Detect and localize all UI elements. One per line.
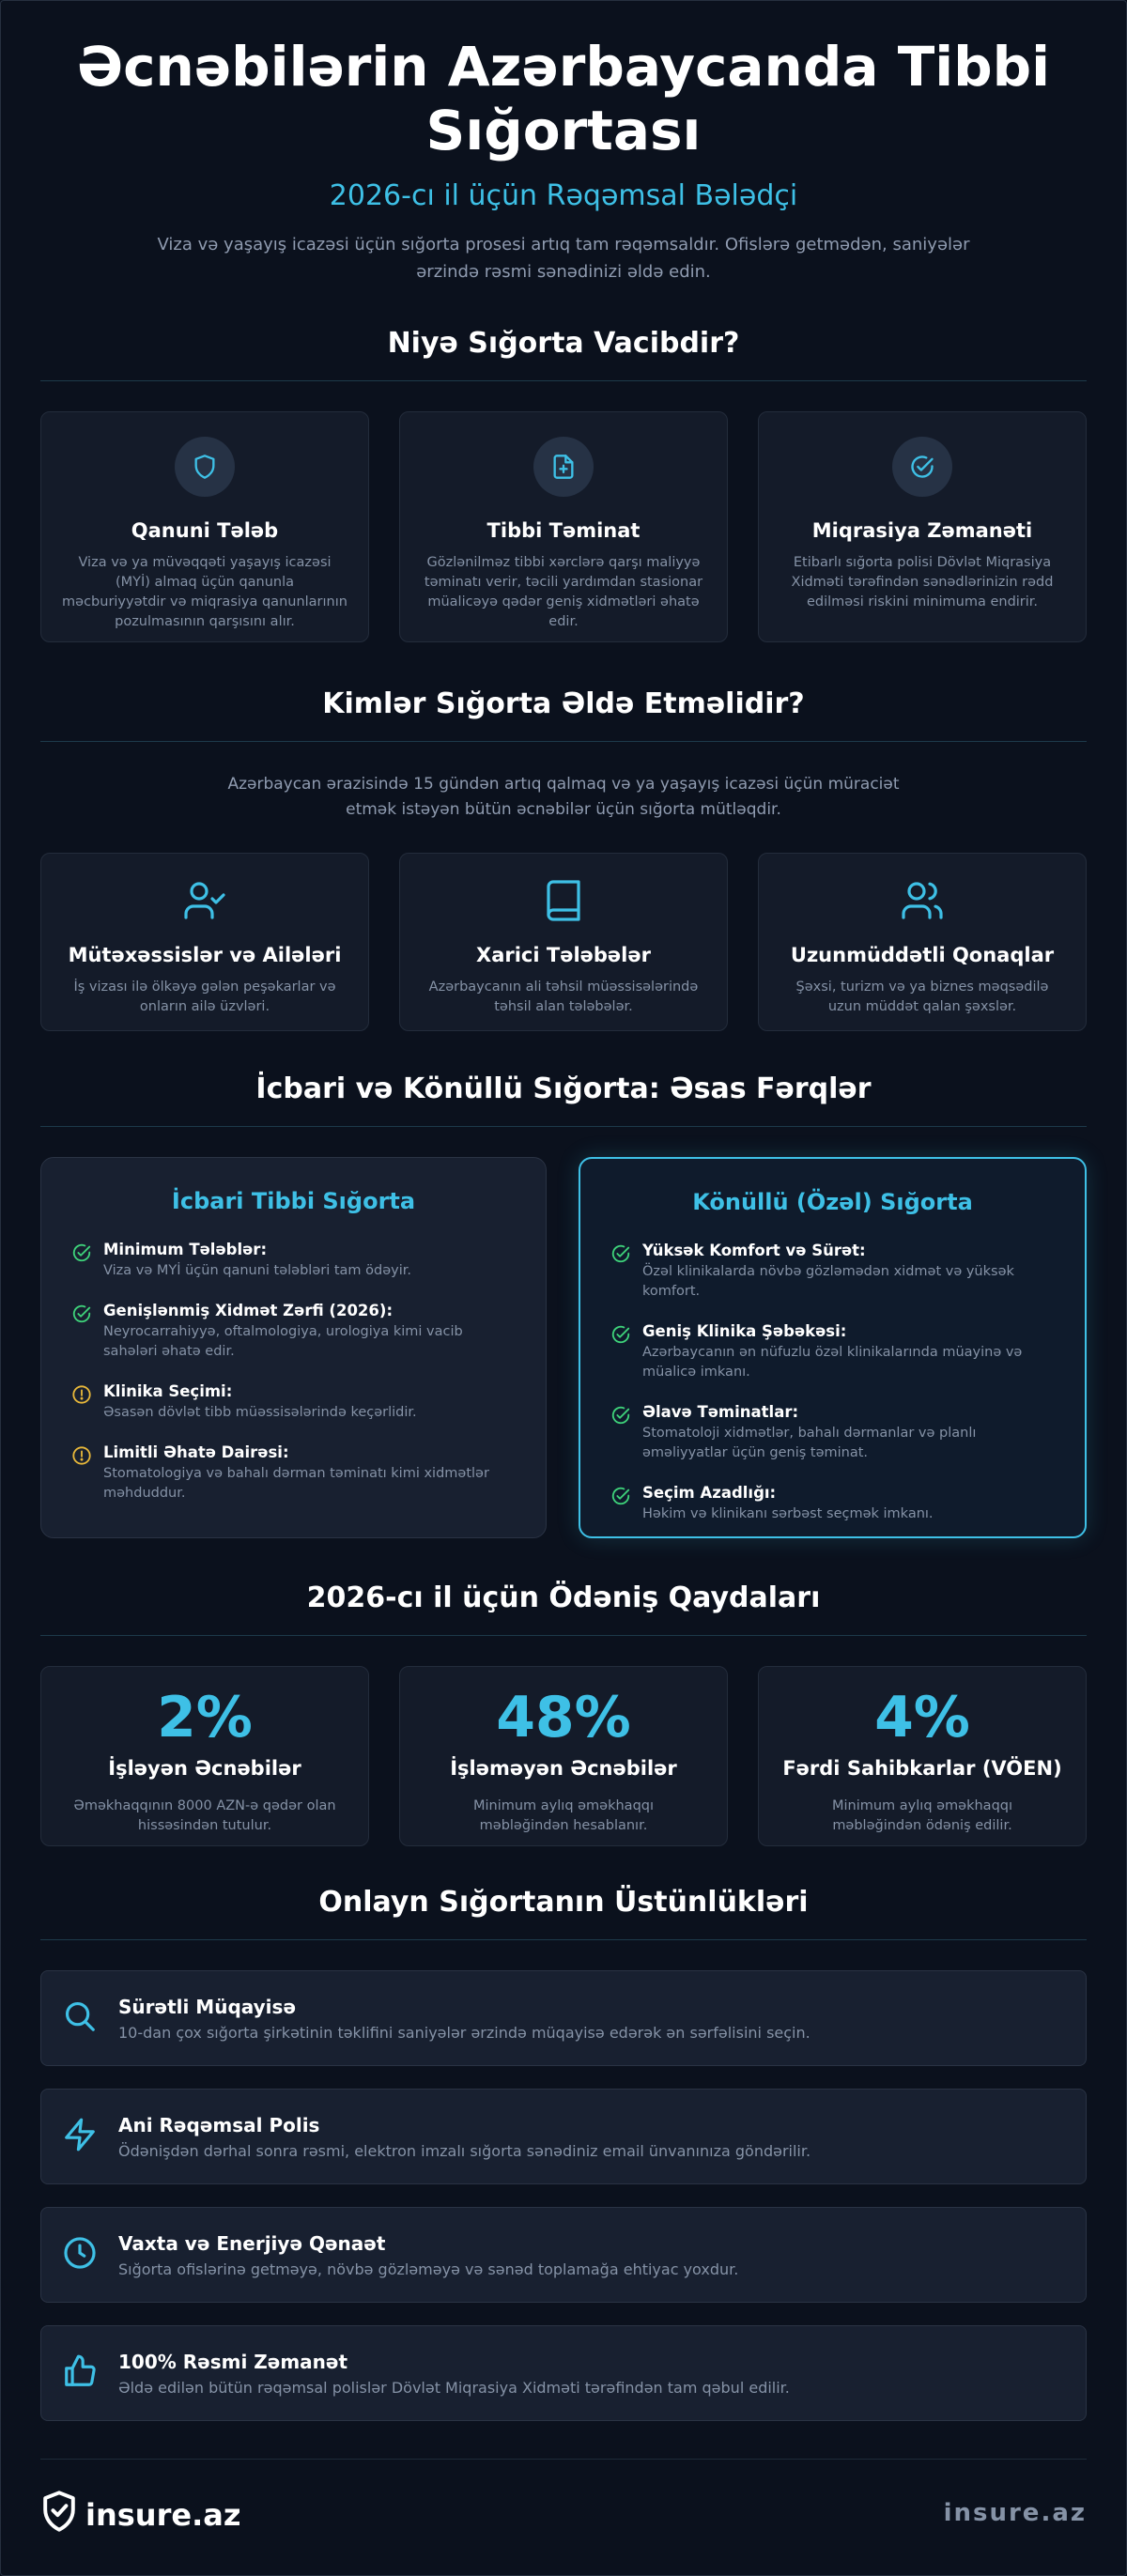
payment-card-title: İşləyən Əcnəbilər	[108, 1757, 301, 1780]
who-card-professionals	[40, 853, 369, 1031]
check-icon	[71, 1241, 103, 1281]
advantages-section	[1, 1886, 1126, 2421]
voluntary-insurance-card	[579, 1157, 1087, 1538]
item-text: Neyrocarrahiyyə, oftalmologiya, urologiya kimi vacib sahələri əhatə edir.	[103, 1324, 463, 1359]
list-item	[71, 1302, 516, 1362]
list-item	[610, 1403, 1055, 1463]
shield-check-icon	[40, 2490, 78, 2540]
page-title: Əcnəbilərin Azərbaycanda Tibbi Sığortası	[76, 35, 1051, 162]
item-title: Limitli Əhatə Dairəsi:	[103, 1443, 289, 1461]
compare-section	[1, 1072, 1126, 1538]
list-item	[610, 1484, 1055, 1524]
why-card-title: Miqrasiya Zəmanəti	[811, 519, 1033, 542]
list-item	[71, 1382, 516, 1423]
payment-card-text: Minimum aylıq əməkhaqqı məbləğindən hesablanır.	[472, 1798, 655, 1833]
who-section	[1, 687, 1126, 1031]
why-card-legal	[40, 411, 369, 642]
list-item	[71, 1443, 516, 1504]
item-text: Stomatoloji xidmətlər, bahalı dərmanlar və planlı əməliyyatlar üçün geniş təminat.	[642, 1426, 977, 1460]
advantage-text: Əldə edilən bütün rəqəmsal polislər Dövlət Miqrasiya Xidməti tərəfindən tam qəbul edilir.	[118, 2378, 790, 2397]
user-check-icon	[41, 878, 368, 927]
check-icon	[610, 1403, 642, 1463]
payment-percent: 48%	[496, 1685, 631, 1751]
why-section	[1, 327, 1126, 642]
item-title: Yüksək Komfort və Sürət:	[642, 1242, 866, 1259]
advantage-title: Vaxta və Enerjiyə Qənaət	[118, 2231, 386, 2255]
item-title: Minimum Tələblər:	[103, 1241, 268, 1258]
lightning-icon	[62, 2117, 105, 2156]
advantage-item	[40, 2325, 1087, 2421]
clock-icon	[62, 2235, 105, 2275]
compare-title: İcbari və Könüllü Sığorta: Əsas Fərqlər	[255, 1072, 872, 1105]
payment-card-text: Əməkhaqqının 8000 AZN-ə qədər olan hissəsindən tutulur.	[73, 1798, 336, 1833]
advantage-title: Sürətli Müqayisə	[118, 1995, 297, 2018]
who-card-title: Uzunmüddətli Qonaqlar	[790, 944, 1055, 966]
warning-icon	[71, 1382, 103, 1423]
advantage-item	[40, 1970, 1087, 2066]
brand-logo[interactable]	[40, 2490, 240, 2540]
advantage-text: Sığorta ofislərinə getməyə, növbə gözləməyə və sənəd toplamağa ehtiyac yoxdur.	[118, 2260, 739, 2278]
shield-icon	[175, 437, 235, 497]
why-card-title: Tibbi Təminat	[486, 519, 641, 542]
item-text: Əsasən dövlət tibb müəssisələrində keçərlidir.	[103, 1405, 417, 1420]
check-icon	[610, 1242, 642, 1302]
check-icon	[610, 1484, 642, 1524]
payment-percent: 2%	[157, 1685, 253, 1751]
item-title: Klinika Seçimi:	[103, 1382, 233, 1400]
list-item	[610, 1322, 1055, 1382]
divider	[40, 1939, 1087, 1940]
divider	[40, 1126, 1087, 1127]
who-card-guests	[758, 853, 1087, 1031]
medical-file-icon	[533, 437, 594, 497]
who-card-text: Azərbaycanın ali təhsil müəssisələrində təhsil alan tələbələr.	[428, 979, 699, 1014]
voluntary-title: Könüllü (Özəl) Sığorta	[692, 1189, 973, 1215]
who-title: Kimlər Sığorta Əldə Etməlidir?	[322, 687, 805, 720]
advantage-item	[40, 2207, 1087, 2303]
why-card-medical	[399, 411, 728, 642]
payment-card-nonworking	[399, 1666, 728, 1846]
payment-card-title: İşləməyən Əcnəbilər	[450, 1757, 677, 1780]
thumbs-up-icon	[62, 2353, 105, 2393]
advantage-text: 10-dan çox sığorta şirkətinin təklifini saniyələr ərzində müqayisə edərək ən sərfəlisini seçin.	[118, 2023, 811, 2042]
item-text: Viza və MYİ üçün qanuni tələbləri tam ödəyir.	[103, 1263, 412, 1278]
payment-card-working	[40, 1666, 369, 1846]
item-title: Seçim Azadlığı:	[642, 1484, 777, 1502]
why-card-text: Etibarlı sığorta polisi Dövlət Miqrasiya Xidməti tərəfindən sənədlərinizin rədd edilməsi riskini minimuma endirir.	[791, 555, 1054, 609]
item-title: Geniş Klinika Şəbəkəsi:	[642, 1322, 847, 1340]
check-icon	[610, 1322, 642, 1382]
brand-name: insure.az	[85, 2497, 241, 2533]
item-title: Genişlənmiş Xidmət Zərfi (2026):	[103, 1302, 394, 1319]
footer-url[interactable]: insure.az	[943, 2499, 1087, 2527]
why-card-text: Gözlənilməz tibbi xərclərə qarşı maliyyə təminatı verir, təcili yardımdan stasionar müalicəyə qədər geniş xidmətləri əhatə edir.	[424, 555, 703, 629]
divider	[40, 380, 1087, 381]
check-icon	[71, 1302, 103, 1362]
payment-card-entrepreneurs	[758, 1666, 1087, 1846]
list-item	[71, 1241, 516, 1281]
advantages-title: Onlayn Sığortanın Üstünlükləri	[318, 1886, 809, 1919]
who-card-title: Xarici Tələbələr	[476, 944, 651, 966]
who-intro: Azərbaycan ərazisində 15 gündən artıq qalmaq və ya yaşayış icazəsi üçün müraciət etmək istəyən bütün əcnəbilər üçün sığorta mütləqdir.	[227, 775, 900, 819]
advantage-item	[40, 2089, 1087, 2184]
payment-card-text: Minimum aylıq əməkhaqqı məbləğindən ödəniş edilir.	[831, 1798, 1013, 1833]
item-text: Stomatologiya və bahalı dərman təminatı kimi xidmətlər məhduddur.	[103, 1466, 489, 1501]
payment-title: 2026-cı il üçün Ödəniş Qaydaları	[306, 1581, 821, 1614]
why-card-migration	[758, 411, 1087, 642]
item-text: Azərbaycanın ən nüfuzlu özəl klinikalarında müayinə və müalicə imkanı.	[642, 1345, 1023, 1380]
footer	[40, 2459, 1087, 2576]
payment-percent: 4%	[874, 1685, 970, 1751]
page-subtitle: 2026-cı il üçün Rəqəmsal Bələdçi	[329, 179, 798, 212]
hero	[1, 1, 1126, 285]
advantage-title: 100% Rəsmi Zəmanət	[118, 2350, 348, 2373]
why-card-title: Qanuni Tələb	[131, 519, 279, 542]
divider	[40, 741, 1087, 742]
divider	[40, 1635, 1087, 1636]
payment-section	[1, 1581, 1126, 1846]
who-card-students	[399, 853, 728, 1031]
why-title: Niyə Sığorta Vacibdir?	[387, 327, 740, 360]
who-card-text: Şəxsi, turizm və ya biznes məqsədilə uzun müddət qalan şəxslər.	[795, 979, 1049, 1014]
check-circle-icon	[892, 437, 952, 497]
item-text: Həkim və klinikanı sərbəst seçmək imkanı.	[642, 1506, 934, 1521]
mandatory-insurance-card	[40, 1157, 547, 1538]
item-title: Əlavə Təminatlar:	[642, 1403, 799, 1421]
item-text: Özəl klinikalarda növbə gözləmədən xidmət və yüksək komfort.	[642, 1264, 1014, 1299]
warning-icon	[71, 1443, 103, 1504]
advantage-text: Ödənişdən dərhal sonra rəsmi, elektron imzalı sığorta sənədiniz email ünvanınıza göndərilir.	[118, 2141, 811, 2160]
advantage-title: Ani Rəqəmsal Polis	[118, 2113, 320, 2136]
list-item	[610, 1242, 1055, 1302]
mandatory-title: İcbari Tibbi Sığorta	[171, 1188, 416, 1214]
who-card-text: İş vizası ilə ölkəyə gələn peşəkarlar və onların ailə üzvləri.	[73, 979, 336, 1014]
why-card-text: Viza və ya müvəqqəti yaşayış icazəsi (MYİ) almaq üçün qanunla məcburiyyətdir və miqrasiya qanunlarının pozulmasının qarşısını alır.	[62, 555, 347, 629]
payment-card-title: Fərdi Sahibkarlar (VÖEN)	[782, 1757, 1062, 1780]
book-icon	[400, 878, 727, 927]
hero-intro: Viza və yaşayış icazəsi üçün sığorta prosesi artıq tam rəqəmsaldır. Ofislərə getmədən, saniyələr ərzində rəsmi sənədinizi əldə edin.	[157, 235, 970, 282]
who-card-title: Mütəxəssislər və Ailələri	[68, 944, 342, 966]
users-icon	[759, 878, 1086, 927]
search-icon	[62, 1998, 105, 2038]
